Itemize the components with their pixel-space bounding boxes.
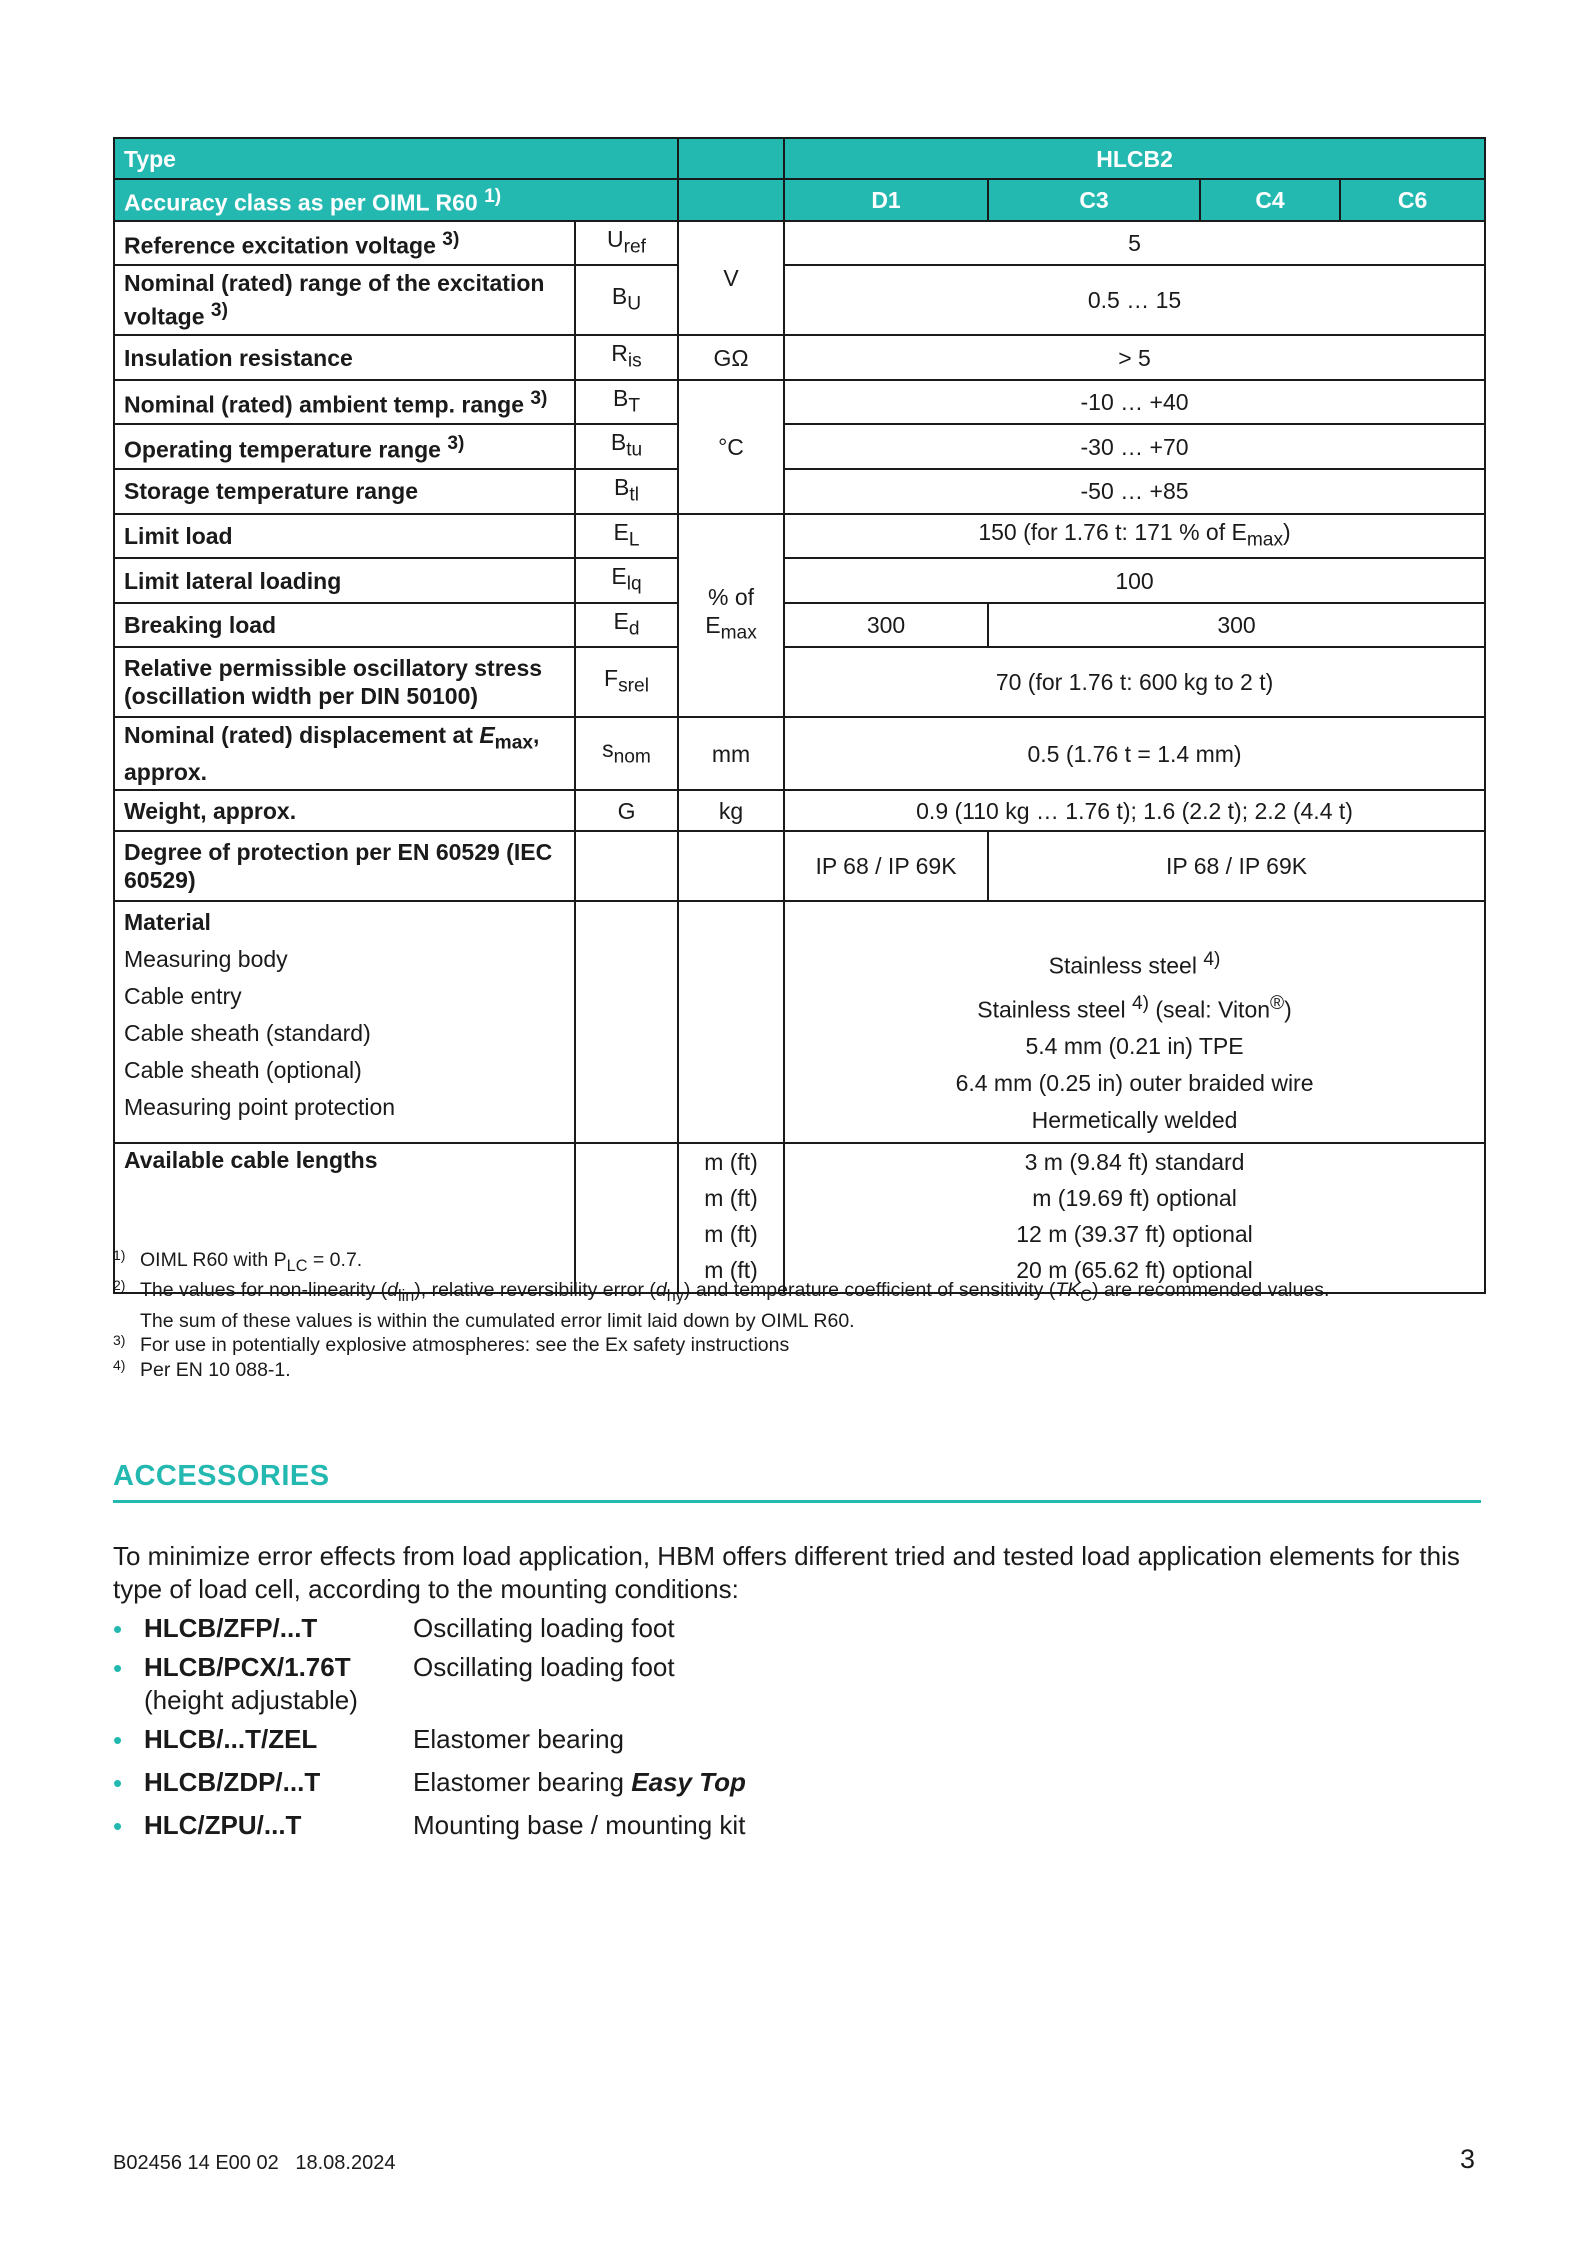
material-values — [784, 901, 1485, 1143]
material-row — [114, 901, 1485, 1143]
weight-value: 0.9 (110 kg … 1.76 t); 1.6 (2.2 t); 2.2 (4.4 t) — [784, 790, 1485, 831]
material-item: Cable sheath (standard) — [124, 1020, 371, 1046]
table-row — [114, 380, 1485, 425]
type-model: HLCB2 — [784, 138, 1485, 179]
accuracy-label: Accuracy class as per OIML R60 $^{1)}$ — [114, 179, 678, 221]
weight-label: Weight, approx. — [114, 790, 575, 831]
unit-volt: V — [678, 221, 784, 336]
material-value: 6.4 mm (0.25 in) outer braided wire — [955, 1070, 1314, 1097]
insulation-label: Insulation resistance — [114, 335, 575, 380]
oscillatory-stress-label: Relative permissible oscillatory stress (oscillation width per DIN 50100) — [114, 647, 575, 717]
list-item — [113, 1809, 1013, 1848]
footnote-3: 3) For use in potentially explosive atmospheres: see the Ex safety instructions — [113, 1332, 790, 1357]
table-row — [114, 603, 1485, 648]
cable-value: 20 m (65.62 ft) optional — [1016, 1257, 1253, 1284]
accuracy-class-c6: C6 — [1340, 179, 1485, 221]
specifications-table — [113, 137, 1486, 1294]
table-row — [114, 647, 1485, 717]
table-row — [114, 335, 1485, 380]
heading-divider — [113, 1500, 1481, 1503]
bullet-icon: • — [113, 1768, 123, 1798]
operating-temp-label: Operating temperature range $^{3)}$ — [114, 424, 575, 469]
limit-load-symbol: $E_L$ — [575, 514, 678, 559]
list-item — [113, 1723, 1013, 1766]
accessory-code: HLCB/...T/ZEL — [144, 1724, 318, 1754]
material-value: 5.4 mm (0.21 in) TPE — [1025, 1033, 1244, 1060]
protection-value-d1: IP 68 / IP 69K — [784, 831, 988, 901]
cable-lengths-label: Available cable lengths — [114, 1143, 575, 1293]
material-item: Measuring point protection — [124, 1094, 396, 1120]
accessory-code: HLC/ZPU/...T — [144, 1810, 302, 1840]
limit-load-label: Limit load — [114, 514, 575, 559]
cable-unit: m (ft) — [704, 1257, 758, 1284]
nominal-temp-value: -10 … +40 — [784, 380, 1485, 425]
breaking-load-value-d1: 300 — [784, 603, 988, 648]
type-unit-cell — [678, 138, 784, 179]
lateral-loading-label: Limit lateral loading — [114, 558, 575, 603]
protection-symbol-cell — [575, 831, 678, 901]
accuracy-class-c4: C4 — [1200, 179, 1340, 221]
page-number: 3 — [1460, 2144, 1476, 2174]
lateral-loading-value: 100 — [784, 558, 1485, 603]
material-labels — [114, 901, 575, 1143]
storage-temp-label: Storage temperature range — [114, 469, 575, 514]
table-row — [114, 790, 1485, 831]
footnote-2: 2) The values for non-linearity $(d_{lin})$, relative reversibility error $(d_{hy})$ and temperature coefficient of sensitivity $(TK_C)$ are recommended values. The sum of these values is within the cumulated error limit laid down by OIML R60. — [113, 1277, 1330, 1332]
cable-value: 3 m (9.84 ft) standard — [1024, 1149, 1245, 1176]
material-value: Stainless steel $^{4)}$ — [1048, 949, 1221, 979]
protection-label: Degree of protection per EN 60529 (IEC 60529) — [114, 831, 575, 901]
material-symbol-cell — [575, 901, 678, 1143]
lateral-loading-symbol: $E_{lq}$ — [575, 558, 678, 603]
material-value: Stainless steel $^{4)}$ (seal: Viton®) — [977, 992, 1292, 1023]
oscillatory-stress-value: 70 (for 1.76 t: 600 kg to 2 t) — [784, 647, 1485, 717]
ref-excitation-symbol: $U_{ref}$ — [575, 221, 678, 266]
footnote-4: 4) Per EN 10 088-1. — [113, 1356, 291, 1381]
protection-unit-cell — [678, 831, 784, 901]
table-row — [114, 514, 1485, 559]
protection-value-rest: IP 68 / IP 69K — [988, 831, 1485, 901]
nominal-temp-label: Nominal (rated) ambient temp. range $^{3)}$ — [114, 380, 575, 425]
table-row — [114, 469, 1485, 514]
insulation-symbol: $R_{is}$ — [575, 335, 678, 380]
insulation-value: > 5 — [784, 335, 1485, 380]
accessory-note: (height adjustable) — [144, 1685, 358, 1715]
breaking-load-value-rest: 300 — [988, 603, 1485, 648]
document-id: B02456 14 E00 02 18.08.2024 — [113, 2152, 396, 2174]
material-item: Measuring body — [124, 946, 288, 972]
cable-unit: m (ft) — [704, 1185, 758, 1212]
cable-unit: m (ft) — [704, 1149, 758, 1176]
weight-unit: kg — [678, 790, 784, 831]
accuracy-row — [114, 179, 1485, 221]
material-title: Material — [124, 909, 211, 935]
accessories-heading: ACCESSORIES — [113, 1460, 330, 1492]
storage-temp-value: -50 … +85 — [784, 469, 1485, 514]
footnotes — [113, 1248, 1493, 1382]
table-row — [114, 831, 1485, 901]
list-item — [113, 1651, 1013, 1723]
nominal-temp-symbol: $B_T$ — [575, 380, 678, 425]
limit-load-value: 150 (for 1.76 t: 171 % of $E_{max}$) — [784, 514, 1485, 559]
weight-symbol: G — [575, 790, 678, 831]
operating-temp-symbol: $B_{tu}$ — [575, 424, 678, 469]
cable-value: 12 m (39.37 ft) optional — [1016, 1221, 1253, 1248]
oscillatory-stress-symbol: $F_{srel}$ — [575, 647, 678, 717]
accessories-intro: To minimize error effects from load application, HBM offers different tried and tested load application elements for this type of load cell, according to the mounting conditions: — [113, 1541, 1460, 1604]
accessory-description: Elastomer bearing Easy Top — [413, 1767, 746, 1797]
accuracy-unit-cell — [678, 179, 784, 221]
table-row — [114, 265, 1485, 335]
accessory-description: Oscillating loading foot — [413, 1613, 675, 1643]
list-item — [113, 1766, 1013, 1809]
accessory-code: HLCB/PCX/1.76T — [144, 1652, 351, 1682]
type-row — [114, 138, 1485, 179]
bullet-icon: • — [113, 1653, 123, 1683]
material-spacer — [794, 904, 1475, 941]
accuracy-class-d1: D1 — [784, 179, 988, 221]
table-row — [114, 558, 1485, 603]
accessory-description: Elastomer bearing — [413, 1724, 624, 1754]
cable-unit: m (ft) — [704, 1221, 758, 1248]
breaking-load-label: Breaking load — [114, 603, 575, 648]
displacement-label: Nominal (rated) displacement at $E_{max}$, approx. — [114, 717, 575, 790]
displacement-unit: mm — [678, 717, 784, 790]
operating-temp-value: -30 … +70 — [784, 424, 1485, 469]
displacement-symbol: $s_{nom}$ — [575, 717, 678, 790]
nominal-excitation-label: Nominal (rated) range of the excitation voltage $^{3)}$ — [114, 265, 575, 335]
accessories-list — [113, 1612, 1013, 1848]
displacement-value: 0.5 (1.76 t = 1.4 mm) — [784, 717, 1485, 790]
unit-degree-celsius: °C — [678, 380, 784, 514]
unit-percent-of-emax: % of $E_{max}$ — [678, 514, 784, 718]
material-item: Cable entry — [124, 983, 242, 1009]
type-label: Type — [114, 138, 678, 179]
list-item — [113, 1612, 1013, 1651]
cable-value: m (19.69 ft) optional — [1032, 1185, 1237, 1212]
storage-temp-symbol: $B_{tl}$ — [575, 469, 678, 514]
table-row — [114, 424, 1485, 469]
accessory-code: HLCB/ZDP/...T — [144, 1767, 321, 1797]
insulation-unit: GΩ — [678, 335, 784, 380]
ref-excitation-value: 5 — [784, 221, 1485, 266]
accessory-description: Mounting base / mounting kit — [413, 1810, 746, 1840]
nominal-excitation-value: 0.5 … 15 — [784, 265, 1485, 335]
breaking-load-symbol: $E_d$ — [575, 603, 678, 648]
bullet-icon: • — [113, 1725, 123, 1755]
accessory-description: Oscillating loading foot — [413, 1652, 675, 1682]
material-unit-cell — [678, 901, 784, 1143]
table-row — [114, 221, 1485, 266]
footnote-1: 1) OIML R60 with $P_{LC} = 0.7$. — [113, 1247, 363, 1275]
material-item: Cable sheath (optional) — [124, 1057, 362, 1083]
ref-excitation-label: Reference excitation voltage $^{3)}$ — [114, 221, 575, 266]
accessory-code: HLCB/ZFP/...T — [144, 1613, 318, 1643]
nominal-excitation-symbol: $B_U$ — [575, 265, 678, 335]
accuracy-class-c3: C3 — [988, 179, 1200, 221]
bullet-icon: • — [113, 1614, 123, 1644]
bullet-icon: • — [113, 1811, 123, 1841]
material-value: Hermetically welded — [1031, 1107, 1238, 1134]
table-row — [114, 717, 1485, 790]
